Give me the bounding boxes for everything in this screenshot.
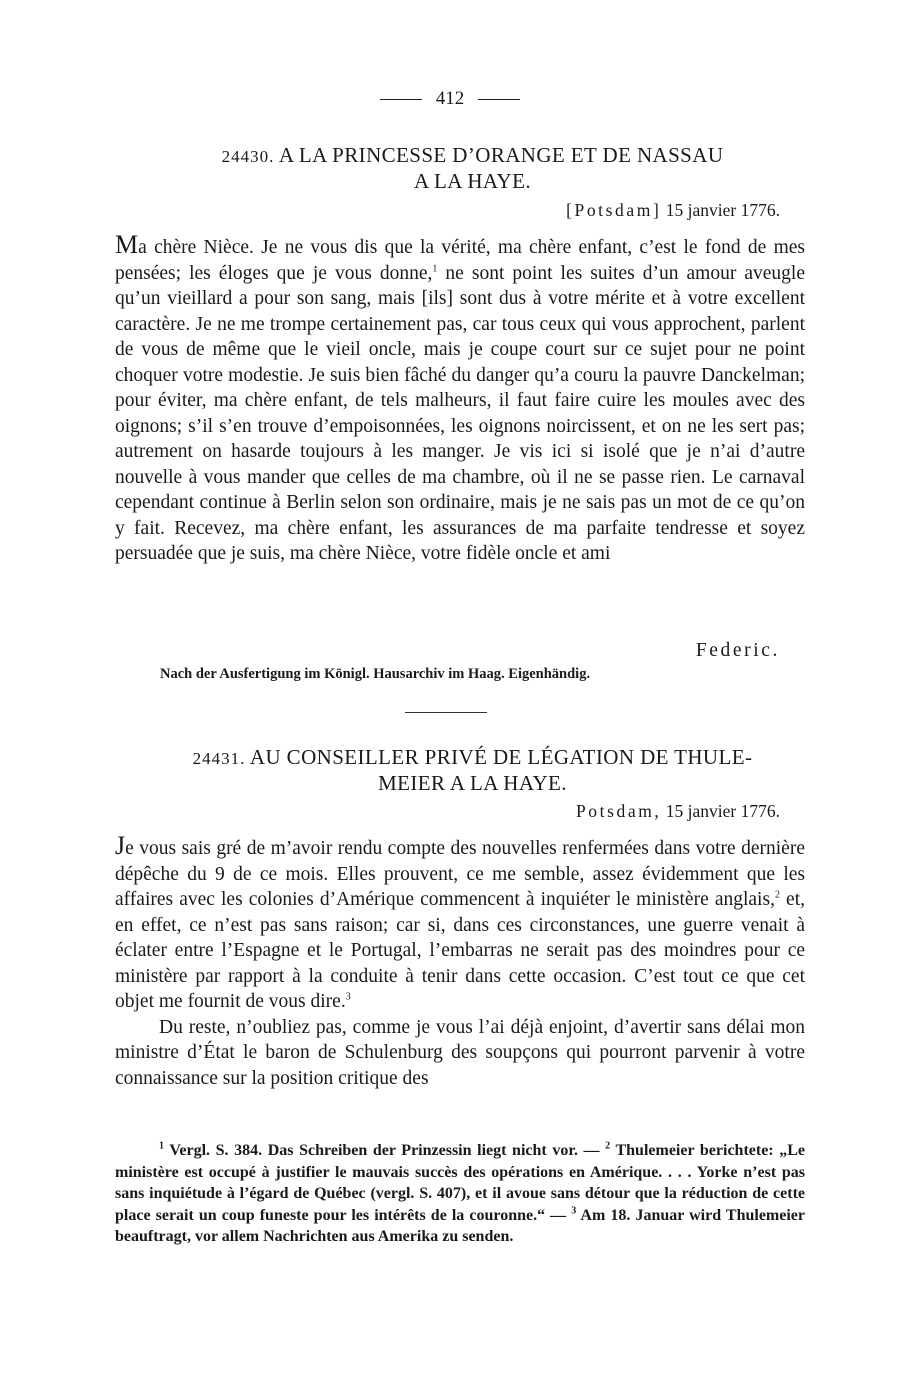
letter-place-date (576, 801, 780, 822)
initial-letter: J (115, 831, 126, 860)
letter-heading-24430 (160, 143, 785, 194)
footnote-text: Thulemeier berichtete: „Le ministère est occupé à justifier le mauvais succès des opérations en Amérique. . . . Yorke n’est pas sans inquiétude à l’égard de Québec (vergl. S. 407), et il avoue sans détour que la réduction de cette place serait un coup funeste pour les intérêts de la couronne.“ — (115, 1142, 806, 1224)
heading-recipient: A LA PRINCESSE D’ORANGE ET DE NASSAU (278, 143, 724, 167)
letter-body (115, 833, 805, 1091)
footnote-marker: 3 (571, 1205, 577, 1217)
footnote-ref: 2 (774, 889, 780, 901)
heading-line (160, 745, 785, 771)
place: Potsdam, (575, 801, 662, 821)
paragraph (115, 833, 805, 1015)
signature: Federic. (695, 640, 780, 661)
letter-body (115, 232, 805, 567)
footnote-text: Am 18. Januar wird Thulemeier beauftragt, vor allem Nachrichten aus Amerika zu senden. (115, 1206, 805, 1245)
letter-number: 24430. (221, 147, 275, 166)
footnote-text: Vergl. S. 384. Das Schreiben der Prinzessin liegt nicht vor. — (164, 1142, 606, 1159)
footnote-block (115, 1140, 805, 1248)
place: [Potsdam] (566, 200, 662, 220)
text: a chère Nièce. Je ne vous dis que la vérité, ma chère enfant, c’est le fond de mes pensées; les éloges que je vous donne, (115, 237, 805, 284)
letter-place-date (566, 200, 780, 221)
letter-number: 24431. (192, 749, 246, 768)
date: 15 janvier 1776. (665, 801, 780, 821)
page-number (0, 88, 900, 110)
heading-line: A LA HAYE. (414, 169, 531, 193)
paragraph (115, 232, 805, 567)
section-divider (405, 712, 487, 713)
rule-right (478, 99, 520, 100)
rule-left (380, 99, 422, 100)
footnotes (115, 1140, 805, 1248)
source-note: Nach der Ausfertigung im Königl. Hausarchiv im Haag. Eigenhändig. (160, 666, 591, 682)
text: et, en effet, ce n’est pas sans raison; car si, dans ces circonstances, une guerre venait à éclater entre l’Espagne et le Portugal, l’embarras ne serait pas des moindres pour ce ministère par rapport à la conduite à tenir dans cette occasion. C’est tout ce que cet objet me fournit de vous dire. (115, 889, 805, 1012)
footnote-ref: 1 (432, 263, 438, 274)
heading-line: MEIER A LA HAYE. (378, 771, 567, 795)
footnote-marker: 1 (159, 1140, 164, 1152)
footnote-marker: 2 (605, 1140, 611, 1152)
text: ne sont point les suites d’un amour aveugle qu’un vieillard a pour son sang, mais [ils] sont dus à votre mérite et à votre excellent caractère. Je ne me trompe certainement pas, car tous ceux qui vous approchent, parlent de vous de même que le vieil oncle, mais je coupe court sur ce sujet pour ne point choquer votre modestie. Je suis bien fâché du danger qu’a couru la pauvre Danckelman; pour éviter, ma chère enfant, de tels malheurs, il faut faire cuire les moules avec des oignons; s’il s’en trouve d’empoisonnées, les oignons noircissent, et on ne les sert pas; autrement on hasarde toujours à les manger. Je vis ici si isolé que je n’ai d’autre nouvelle à vous mander que celles de ma chambre, où il ne se passe rien. Le carnaval cependant continue à Berlin selon son ordinaire, mais je ne sais pas un mot de ce qu’on y fait. Recevez, ma chère enfant, les assurances de ma parfaite tendresse et soyez persuadée que je suis, ma chère Nièce, votre fidèle oncle et ami (115, 262, 805, 564)
paragraph: Du reste, n’oubliez pas, comme je vous l’ai déjà enjoint, d’avertir sans délai mon ministre d’État le baron de Schulenburg des soupçons qui pourront parvenir à votre connaissance sur la position critique des (115, 1016, 805, 1089)
heading-recipient: AU CONSEILLER PRIVÉ DE LÉGATION DE THULE- (249, 745, 753, 769)
initial-letter: M (115, 230, 139, 259)
footnote-ref: 3 (345, 991, 351, 1003)
heading-line (160, 143, 785, 169)
letter-heading-24431 (160, 745, 785, 796)
text: e vous sais gré de m’avoir rendu compte des nouvelles renfermées dans votre dernière dépêche du 9 de ce mois. Elles prouvent, ce me semble, assez évidemment que les affaires avec les colonies d’Amérique commencent à inquiéter le ministère anglais, (115, 838, 805, 910)
date: 15 janvier 1776. (665, 200, 780, 220)
page-number-text: 412 (435, 88, 465, 109)
